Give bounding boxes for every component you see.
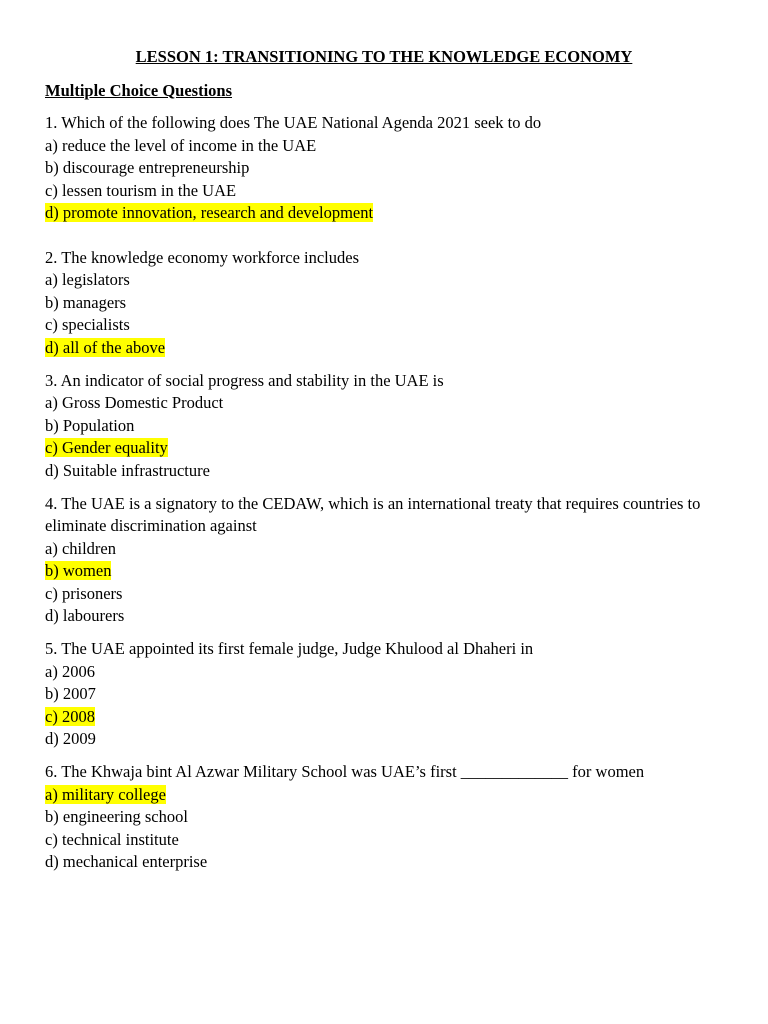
question-4 [45,493,735,628]
question-6 [45,761,735,874]
answer-option: c) prisoners [45,583,123,603]
answer-option: a) reduce the level of income in the UAE [45,135,317,155]
question-text: 3. An indicator of social progress and stability in the UAE is [45,370,444,390]
question-text: 4. The UAE is a signatory to the CEDAW, which is an international treaty that requires countries to eliminate discrimination against [45,493,701,535]
answer-option: c) specialists [45,315,130,334]
highlighted-answer-option: c) 2008 [45,706,95,726]
highlighted-answer-option: a) military college [45,784,166,804]
answer-option: b) Population [45,415,135,435]
question-3 [45,370,735,483]
highlighted-answer-option: d) all of the above [45,337,166,357]
questions-list [45,112,735,874]
highlighted-answer-option: c) Gender equality [45,438,168,457]
answer-option: c) lessen tourism in the UAE [45,180,237,200]
section-heading: Multiple Choice Questions [45,81,233,100]
answer-option: d) labourers [45,606,125,625]
question-text: 6. The Khwaja bint Al Azwar Military School was UAE’s first _____________ for women [45,762,645,781]
question-text: 2. The knowledge economy workforce includes [45,247,360,267]
answer-option: a) Gross Domestic Product [45,393,224,412]
answer-option: b) discourage entrepreneurship [45,158,250,177]
document-title: LESSON 1: TRANSITIONING TO THE KNOWLEDGE ECONOMY [135,47,633,66]
answer-option: b) 2007 [45,684,96,703]
answer-option: b) engineering school [45,807,188,826]
question-text: 1. Which of the following does The UAE National Agenda 2021 seek to do [45,113,542,132]
answer-option: d) 2009 [45,729,96,748]
question-5 [45,638,735,751]
question-2 [45,247,735,360]
highlighted-answer-option: d) promote innovation, research and development [45,203,374,222]
question-1 [45,112,735,225]
highlighted-answer-option: b) women [45,561,112,580]
answer-option: b) managers [45,292,127,312]
answer-option: a) legislators [45,270,130,289]
answer-option: a) 2006 [45,661,95,681]
question-text: 5. The UAE appointed its first female judge, Judge Khulood al Dhaheri in [45,639,534,658]
answer-option: c) technical institute [45,829,179,849]
answer-option: d) Suitable infrastructure [45,460,210,480]
answer-option: a) children [45,538,117,558]
answer-option: d) mechanical enterprise [45,852,208,871]
